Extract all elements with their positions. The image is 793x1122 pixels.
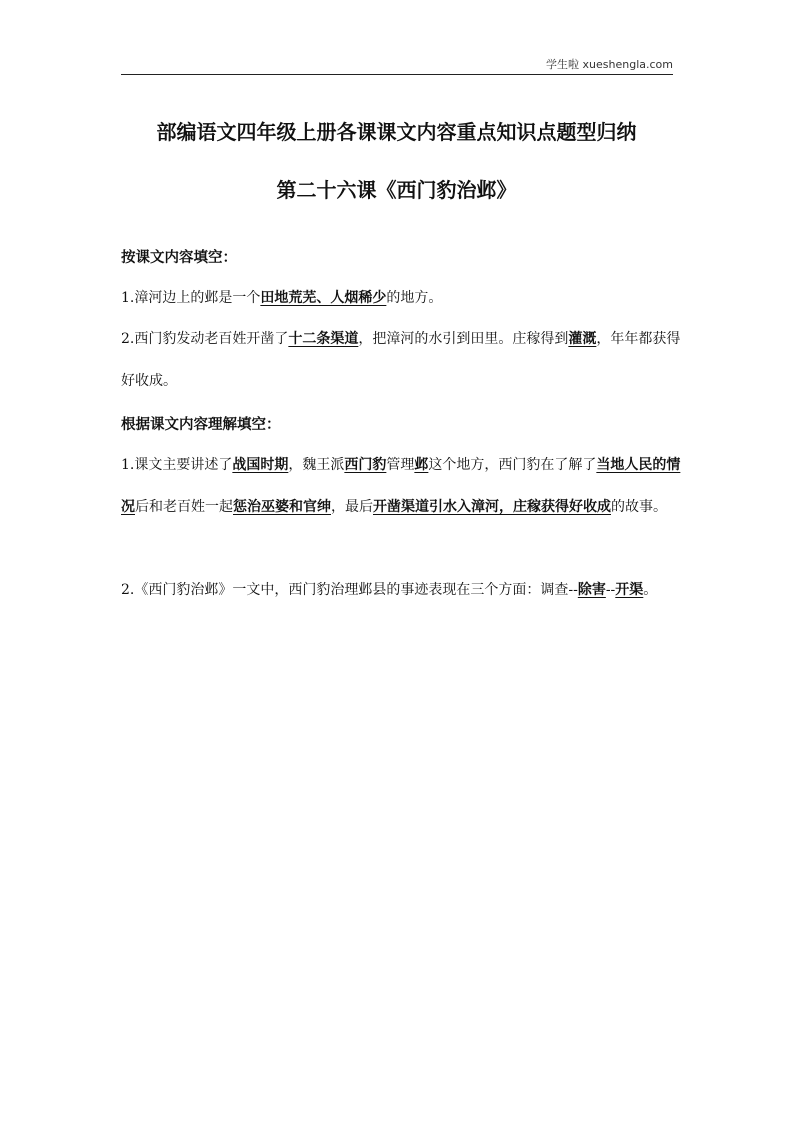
question-text: 这个地方，西门豹在了解了 (428, 457, 597, 473)
question-item (121, 278, 681, 320)
answer-text: 田地荒芜、人烟稀少 (260, 290, 387, 306)
question-number: 2. (121, 582, 135, 598)
question-item (121, 319, 681, 402)
question-number: 2. (121, 331, 135, 347)
answer-text: 十二条渠道 (288, 331, 359, 347)
question-text: 后和老百姓一起 (135, 498, 233, 515)
answer-text: 灌溉 (568, 331, 597, 347)
question-text: 西门豹发动老百姓开凿了 (134, 331, 289, 347)
header-site-text: 学生啦 xueshengla.com (546, 58, 673, 71)
question-text: 课文主要讲述了 (134, 457, 233, 473)
question-text: ，最后 (331, 498, 373, 515)
question-text: 漳河边上的邺是一个 (134, 290, 261, 306)
question-text: 的地方。 (386, 290, 443, 306)
question-item (121, 445, 681, 528)
answer-text: 除害 (577, 582, 606, 598)
question-text: -- (605, 582, 616, 598)
section-heading-fill-blank: 按课文内容填空： (121, 250, 237, 266)
question-text: 《西门豹治邺》一文中，西门豹治理邺县的事迹表现在三个方面：调查-- (134, 582, 578, 598)
header-divider (121, 74, 673, 75)
page-header (121, 56, 673, 74)
question-number: 1. (121, 457, 135, 473)
section-heading-comprehension: 根据课文内容理解填空： (121, 417, 281, 433)
question-text: 管理 (386, 457, 415, 473)
answer-text: 邺 (414, 457, 429, 473)
question-text: ，魏王派 (288, 457, 345, 473)
question-text: 的故事。 (611, 498, 667, 515)
question-text: ，把漳河的水引到田里。庄稼得到 (358, 331, 569, 347)
question-text: ，年年都获得好收成。 (121, 331, 681, 389)
answer-text: 西门豹 (344, 457, 387, 473)
question-text: 。 (643, 582, 658, 598)
answer-text: 惩治巫婆和官绅 (233, 498, 331, 515)
question-number: 1. (121, 290, 135, 306)
lesson-title: 第二十六课《西门豹治邺》 (276, 178, 517, 202)
document-title: 部编语文四年级上册各课课文内容重点知识点题型归纳 (156, 120, 637, 144)
answer-text: 开渠 (615, 582, 644, 598)
question-item (121, 570, 681, 612)
answer-text: 开凿渠道引水入漳河，庄稼获得好收成 (373, 498, 611, 515)
answer-text: 战国时期 (232, 457, 289, 473)
answer-text: 当地人民的情况 (121, 457, 681, 515)
